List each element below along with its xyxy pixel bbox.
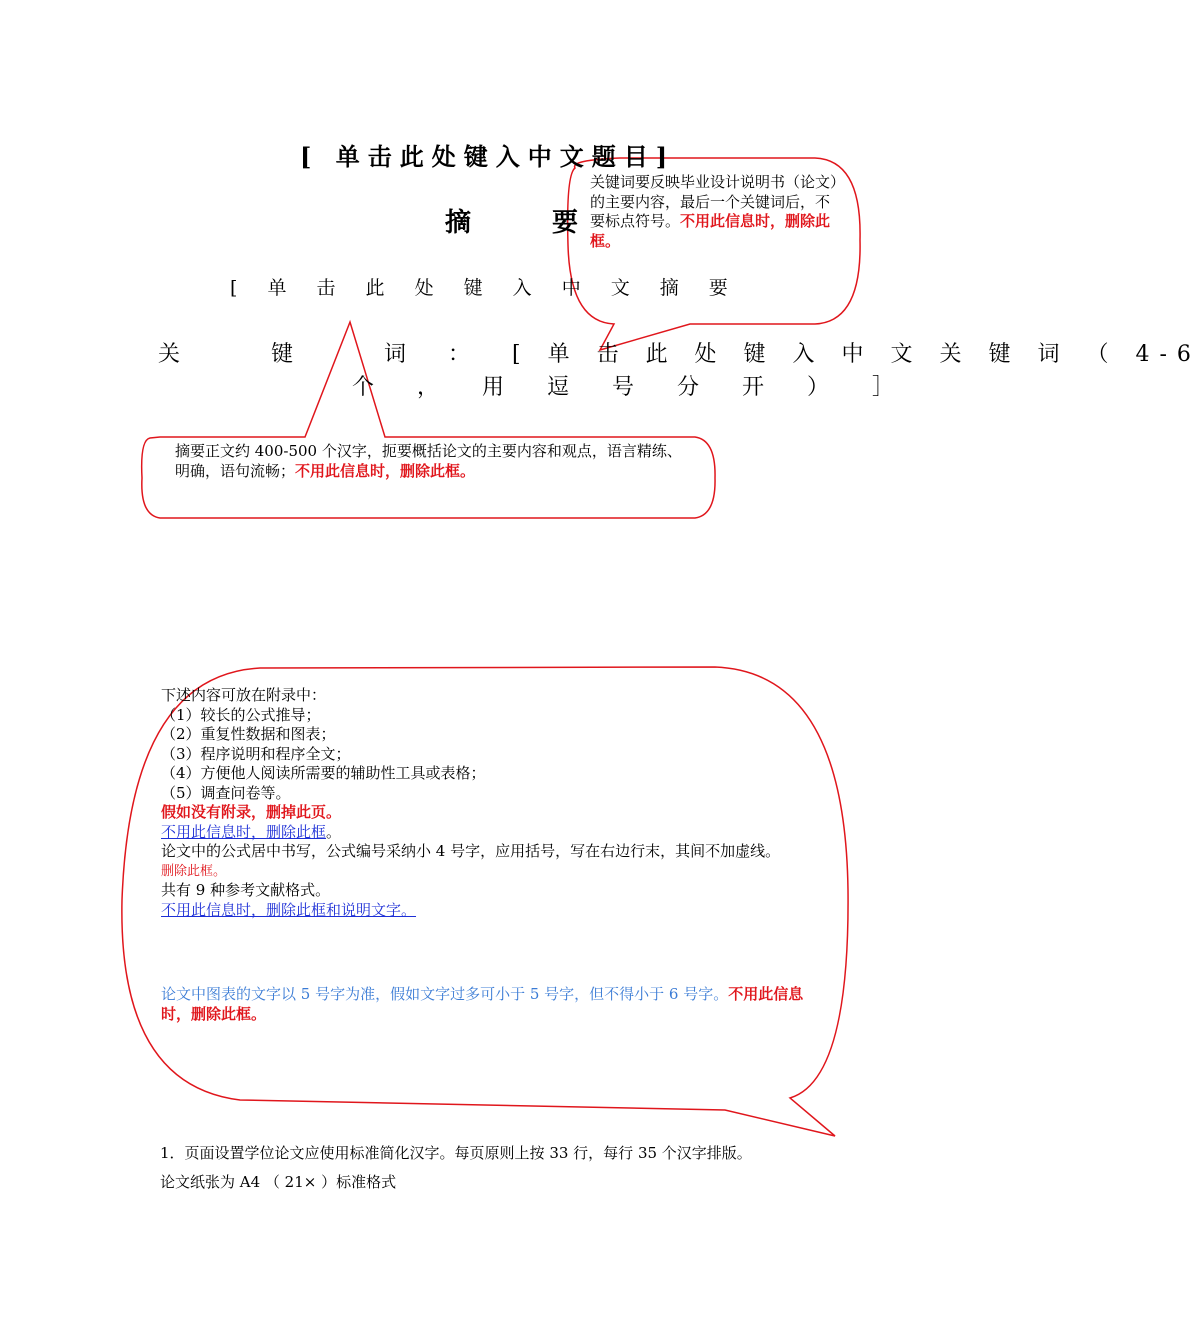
callout-abstract-text: 摘要正文约 400-500 个汉字，扼要概括论文的主要内容和观点，语言精练、明确，语句流畅； [175, 442, 682, 480]
callout-keywords-text: 关键词要反映毕业设计说明书（论文）的主要内容，最后一个关键词后，不要标点符号。 [590, 173, 838, 230]
reference-note: 共有 9 种参考文献格式。 [161, 881, 331, 899]
delete-box-link[interactable]: 不用此信息时，删除此框 [161, 822, 327, 841]
delete-box-small: 删除此框。 [161, 863, 227, 879]
appendix-item: （5）调查问卷等。 [161, 783, 291, 802]
appendix-item: （4）方便他人阅读所需要的辅助性工具或表格； [161, 764, 486, 782]
appendix-item: （2）重复性数据和图表； [161, 725, 336, 743]
keywords-label: 关 键 词： [158, 342, 512, 367]
appendix-item: （1）较长的公式推导； [161, 705, 321, 724]
abstract-placeholder[interactable]: [ 单 击 此 处 键 入 中 文 摘 要 [230, 277, 740, 299]
figure-note [161, 985, 811, 1024]
body-text-line1: 1．页面设置学位论文应使用标准简化汉字。每页原则上按 33 行，每行 35 个汉字排版。 [160, 1144, 752, 1162]
callout-abstract-red: 不用此信息时，删除此框。 [295, 461, 476, 480]
formula-note: 论文中的公式居中书写，公式编号采纳小 4 号字，应用括号，写在右边行末，其间不加虚线。 [161, 842, 781, 860]
callout-abstract [175, 442, 690, 481]
delete-box-period: 。 [326, 822, 342, 841]
title-placeholder[interactable]: [ 单击此处键入中文题目] [300, 142, 676, 171]
abstract-heading: 摘 要 [445, 208, 615, 238]
figure-note-blue: 论文中图表的文字以 5 号字为准，假如文字过多可小于 5 号字，但不得小于 6 号字。 [161, 985, 729, 1003]
callout-appendix [161, 686, 811, 920]
delete-box-and-text-link[interactable]: 不用此信息时，删除此框和说明文字。 [161, 900, 417, 919]
callout-keywords-red: 不用此信息时，删除此框。 [590, 212, 831, 250]
keywords-line [158, 337, 1201, 368]
appendix-item: （3）程序说明和程序全文； [161, 744, 351, 763]
no-appendix-note: 假如没有附录，删掉此页。 [161, 803, 342, 821]
keywords-placeholder-line2[interactable]: 个 ， 用 逗 号 分 开 ） ］ [352, 375, 912, 400]
appendix-intro: 下述内容可放在附录中： [161, 686, 327, 704]
keywords-placeholder-line1[interactable]: [ 单 击 此 处 键 入 中 文 关 键 词 （ 4-6 [512, 342, 1201, 367]
body-text-line2: 论文纸张为 A4 （ 21× ）标准格式 [160, 1173, 397, 1191]
figure-note-red: 不用此信息时，删除此框。 [161, 985, 804, 1023]
callout-keywords [590, 173, 840, 251]
